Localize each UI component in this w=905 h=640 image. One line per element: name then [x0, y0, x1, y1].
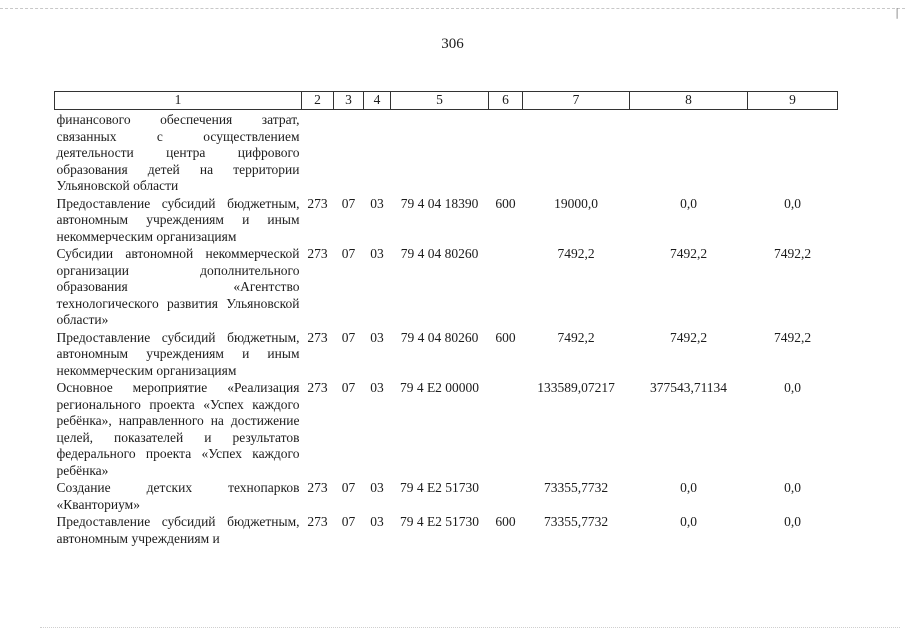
cell-ministry: 273 — [307, 329, 328, 345]
cell-subsection: 03 — [370, 246, 384, 261]
cell-value-8: 377543,71134 — [649, 380, 728, 395]
column-header: 9 — [748, 92, 838, 110]
cell-value-9: 0,0 — [784, 380, 801, 395]
table-row — [55, 330, 838, 381]
cell-target-article: 79 4 04 18390 — [400, 195, 479, 211]
cell-value-8: 0,0 — [680, 195, 697, 211]
corner-mark: | — [895, 6, 899, 19]
cell-subsection: 03 — [370, 195, 384, 211]
cell-value-9: 0,0 — [784, 514, 801, 529]
cell-target-article — [391, 110, 489, 196]
scan-edge-bottom — [40, 627, 900, 629]
page-number: 306 — [441, 36, 464, 52]
cell-section: 07 — [341, 380, 356, 395]
cell-section — [334, 110, 364, 196]
cell-ministry: 273 — [307, 514, 328, 529]
cell-section: 07 — [341, 514, 356, 529]
cell-value-7: 73355,7732 — [543, 480, 609, 495]
cell-ministry: 273 — [307, 195, 328, 211]
cell-section: 07 — [341, 329, 356, 345]
column-header: 2 — [302, 92, 334, 110]
cell-value-7: 7492,2 — [557, 246, 595, 261]
cell-subsection — [364, 110, 391, 196]
budget-table — [54, 91, 838, 548]
cell-target-article: 79 4 E2 51730 — [399, 514, 480, 529]
cell-value-9 — [748, 110, 838, 196]
cell-target-article: 79 4 E2 00000 — [399, 380, 480, 395]
row-name: Предоставление субсидий бюджетным, автономным учреждениям и — [56, 514, 300, 546]
cell-section: 07 — [341, 195, 356, 211]
cell-target-article: 79 4 04 80260 — [400, 246, 479, 261]
cell-value-7: 133589,07217 — [537, 380, 615, 395]
header-row — [55, 92, 838, 110]
cell-ministry: 273 — [307, 246, 328, 261]
table-row — [55, 514, 838, 548]
cell-value-8: 7492,2 — [669, 329, 708, 345]
column-header: 8 — [630, 92, 748, 110]
cell-value-8: 0,0 — [680, 480, 697, 495]
table-row — [55, 110, 838, 196]
row-name: Создание детских технопарков «Кванториум» — [56, 480, 300, 512]
cell-value-9: 0,0 — [784, 480, 801, 495]
cell-expense-type: 600 — [495, 195, 516, 211]
cell-target-article: 79 4 E2 51730 — [399, 480, 480, 495]
row-name: финансового обеспечения затрат, связанных с осуществлением деятельности центра цифрового образования детей на территории Ульяновской области — [56, 112, 300, 193]
scan-edge-top — [0, 8, 905, 10]
cell-expense-type: 600 — [495, 514, 516, 529]
cell-section: 07 — [341, 480, 356, 495]
cell-target-article: 79 4 04 80260 — [400, 329, 479, 345]
cell-value-7 — [523, 110, 630, 196]
table-row — [55, 380, 838, 480]
row-name: Основное мероприятие «Реализация регионального проекта «Успех каждого ребёнка», направленного на достижение целей, показателей и результатов федерального проекта «Успех каждого ребёнка» — [56, 380, 300, 478]
cell-value-9: 7492,2 — [773, 329, 812, 345]
cell-expense-type — [489, 110, 523, 196]
column-header: 3 — [334, 92, 364, 110]
cell-subsection: 03 — [370, 380, 384, 395]
cell-ministry — [302, 110, 334, 196]
cell-ministry: 273 — [307, 380, 328, 395]
column-header: 4 — [364, 92, 391, 110]
cell-value-8 — [630, 110, 748, 196]
row-name: Субсидии автономной некоммерческой организации дополнительного образования «Агентство технологического развития Ульяновской области» — [56, 246, 300, 327]
cell-expense-type — [489, 246, 523, 330]
cell-value-9: 7492,2 — [773, 246, 812, 261]
row-name: Предоставление субсидий бюджетным, автономным учреждениям и иным некоммерческим организациям — [56, 195, 300, 244]
table-row — [55, 480, 838, 514]
cell-expense-type — [489, 480, 523, 514]
column-header: 5 — [391, 92, 489, 110]
cell-section: 07 — [341, 246, 356, 261]
cell-value-8: 7492,2 — [669, 246, 708, 261]
cell-value-7: 19000,0 — [554, 195, 598, 211]
cell-ministry: 273 — [307, 480, 328, 495]
table-row — [55, 246, 838, 330]
cell-expense-type — [489, 380, 523, 480]
row-name: Предоставление субсидий бюджетным, автономным учреждениям и иным некоммерческим организациям — [56, 329, 300, 378]
cell-value-8: 0,0 — [680, 514, 697, 529]
column-header: 1 — [55, 92, 302, 110]
cell-value-7: 7492,2 — [557, 329, 595, 345]
cell-value-7: 73355,7732 — [543, 514, 609, 529]
cell-expense-type: 600 — [495, 329, 516, 345]
cell-value-9: 0,0 — [784, 195, 801, 211]
table-row — [55, 196, 838, 247]
cell-subsection: 03 — [370, 514, 384, 529]
cell-subsection: 03 — [370, 329, 384, 345]
column-header: 7 — [523, 92, 630, 110]
cell-subsection: 03 — [370, 480, 384, 495]
column-header: 6 — [489, 92, 523, 110]
